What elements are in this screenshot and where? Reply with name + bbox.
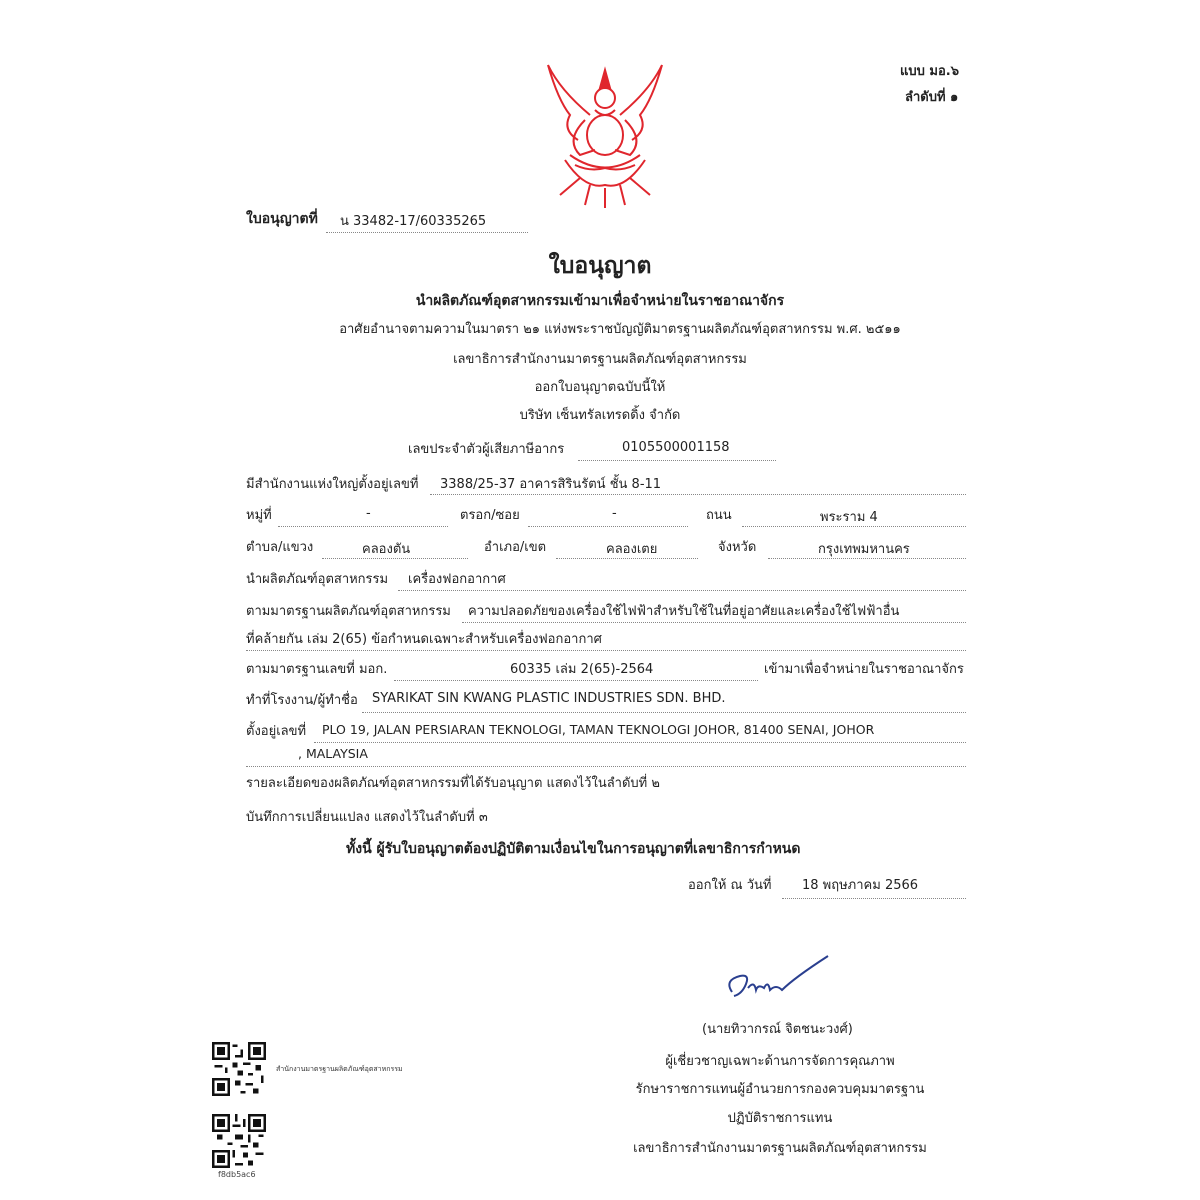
signer-title-line2: รักษาราชการแทนผู้อำนวยการกองควบคุมมาตรฐาน — [635, 1082, 925, 1097]
garuda-emblem-icon — [540, 60, 670, 210]
product-value: เครื่องฟอกอากาศ — [408, 572, 506, 587]
address-value-line2: , MALAYSIA — [298, 746, 368, 761]
subtitle: นำผลิตภัณฑ์อุตสาหกรรมเข้ามาเพื่อจำหน่ายในราชอาณาจักร — [415, 293, 785, 309]
soi-value: - — [612, 506, 617, 521]
tax-id-value: 0105500001158 — [622, 440, 730, 455]
hq-value: 3388/25-37 อาคารสิรินรัตน์ ชั้น 8-11 — [440, 477, 662, 492]
road-value: พระราม 4 — [820, 510, 878, 525]
company-name: บริษัท เซ็นทรัลเทรดดิ้ง จำกัด — [519, 408, 681, 423]
signer-title-line3: ปฏิบัติราชการแทน — [727, 1111, 833, 1126]
condition-line: ทั้งนี้ ผู้รับใบอนุญาตต้องปฏิบัติตามเงื่อนไขในการอนุญาตที่เลขาธิการกำหนด — [346, 841, 801, 857]
amphoe-value: คลองเตย — [606, 542, 658, 557]
page-title: ใบอนุญาต — [548, 253, 652, 279]
qr-code-icon — [212, 1114, 266, 1168]
amphoe-label: อำเภอ/เขต — [484, 540, 547, 555]
factory-value: SYARIKAT SIN KWANG PLASTIC INDUSTRIES SDN. BHD. — [372, 691, 726, 706]
province-value: กรุงเทพมหานคร — [818, 542, 910, 557]
details-line: รายละเอียดของผลิตภัณฑ์อุตสาหกรรมที่ได้รับอนุญาต แสดงไว้ในลำดับที่ ๒ — [246, 776, 660, 791]
dotted-line — [362, 712, 966, 713]
license-number: น 33482-17/60335265 — [340, 214, 487, 229]
dotted-line — [556, 558, 698, 559]
province-label: จังหวัด — [718, 540, 757, 555]
dotted-line — [462, 622, 966, 623]
license-number-label: ใบอนุญาตที่ — [246, 211, 318, 227]
road-label: ถนน — [706, 508, 732, 523]
tis-suffix: เข้ามาเพื่อจำหน่ายในราชอาณาจักร — [764, 662, 964, 677]
form-number: แบบ มอ.๖ — [900, 64, 959, 79]
standard-label: ตามมาตรฐานผลิตภัณฑ์อุตสาหกรรม — [246, 604, 451, 619]
issued-date: 18 พฤษภาคม 2566 — [802, 878, 919, 893]
changes-line: บันทึกการเปลี่ยนแปลง แสดงไว้ในลำดับที่ ๓ — [246, 810, 488, 825]
dotted-line — [278, 526, 448, 527]
standard-value-line1: ความปลอดภัยของเครื่องใช้ไฟฟ้าสำหรับใช้ในที่อยู่อาศัยและเครื่องใช้ไฟฟ้าอื่น — [468, 604, 900, 619]
address-label: ตั้งอยู่เลขที่ — [246, 724, 307, 739]
moo-label: หมู่ที่ — [246, 508, 272, 523]
hq-label: มีสำนักงานแห่งใหญ่ตั้งอยู่เลขที่ — [246, 477, 419, 492]
dotted-line — [528, 526, 688, 527]
tax-id-label: เลขประจำตัวผู้เสียภาษีอากร — [408, 442, 565, 457]
dotted-line — [394, 680, 758, 681]
dotted-line — [322, 558, 468, 559]
standard-value-line2: ที่คล้ายกัน เล่ม 2(65) ข้อกำหนดเฉพาะสำหรับเครื่องฟอกอากาศ — [246, 632, 602, 647]
qr-code-id: f8db5ac6 — [218, 1170, 256, 1179]
product-label: นำผลิตภัณฑ์อุตสาหกรรม — [246, 572, 389, 587]
moo-value: - — [366, 506, 371, 521]
tis-value: 60335 เล่ม 2(65)-2564 — [510, 662, 654, 677]
signature-icon — [720, 950, 840, 1010]
dotted-line — [742, 526, 966, 527]
sequence-number: ลำดับที่ ๑ — [905, 90, 959, 105]
signer-title-line4: เลขาธิการสำนักงานมาตรฐานผลิตภัณฑ์อุตสาหกรรม — [633, 1141, 927, 1156]
qr-caption: สำนักงานมาตรฐานผลิตภัณฑ์อุตสาหกรรม — [276, 1065, 403, 1073]
factory-label: ทำที่โรงงาน/ผู้ทำชื่อ — [246, 693, 358, 708]
dotted-line — [326, 232, 528, 233]
dotted-line — [578, 460, 776, 461]
issue-line: ออกใบอนุญาตฉบับนี้ให้ — [534, 380, 666, 395]
signer-title-line1: ผู้เชี่ยวชาญเฉพาะด้านการจัดการคุณภาพ — [665, 1054, 895, 1069]
secretary-line: เลขาธิการสำนักงานมาตรฐานผลิตภัณฑ์อุตสาหกรรม — [453, 352, 747, 367]
tis-label: ตามมาตรฐานเลขที่ มอก. — [246, 662, 388, 677]
dotted-line — [246, 650, 966, 651]
tambon-value: คลองตัน — [362, 542, 411, 557]
soi-label: ตรอก/ซอย — [460, 508, 520, 523]
tambon-label: ตำบล/แขวง — [246, 540, 314, 555]
dotted-line — [398, 590, 966, 591]
qr-code-icon — [212, 1042, 266, 1096]
dotted-line — [782, 898, 966, 899]
dotted-line — [768, 558, 966, 559]
address-value-line1: PLO 19, JALAN PERSIARAN TEKNOLOGI, TAMAN TEKNOLOGI JOHOR, 81400 SENAI, JOHOR — [322, 722, 875, 737]
authority-line: อาศัยอำนาจตามความในมาตรา ๒๑ แห่งพระราชบัญญัติมาตรฐานผลิตภัณฑ์อุตสาหกรรม พ.ศ. ๒๕๑๑ — [339, 322, 901, 337]
signer-name: (นายทิวากรณ์ จิตชนะวงศ์) — [702, 1022, 853, 1037]
dotted-line — [314, 742, 966, 743]
issued-label: ออกให้ ณ วันที่ — [688, 878, 772, 893]
dotted-line — [430, 494, 966, 495]
dotted-line — [246, 766, 966, 767]
